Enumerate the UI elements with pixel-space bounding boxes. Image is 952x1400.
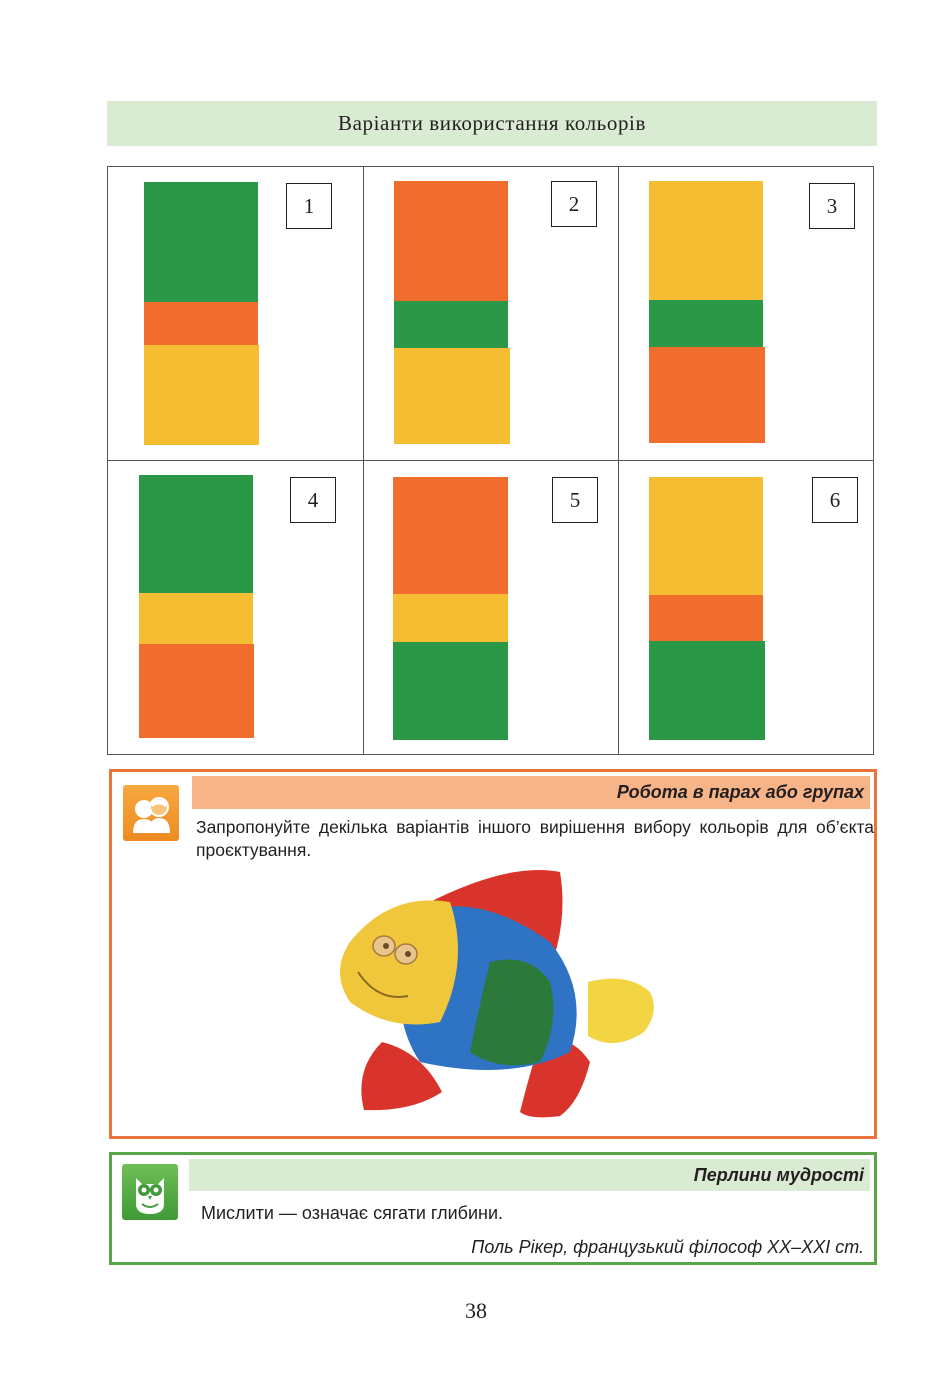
color-variants-grid	[107, 166, 874, 755]
pair-work-box	[109, 769, 877, 1139]
orange-stripe	[393, 477, 508, 594]
green-stripe	[649, 641, 765, 740]
variant-number: 5	[552, 477, 598, 523]
variant-number: 6	[812, 477, 858, 523]
variant-cell	[364, 461, 618, 754]
pair-work-heading: Робота в парах або групах	[192, 776, 870, 809]
section-title: Варіанти використання кольорів	[107, 101, 877, 146]
orange-stripe	[139, 644, 254, 738]
yellow-stripe	[649, 181, 763, 300]
owl-icon	[122, 1164, 178, 1220]
green-stripe	[144, 182, 258, 302]
variant-cell	[108, 461, 363, 754]
green-stripe	[393, 642, 508, 740]
variant-number: 3	[809, 183, 855, 229]
variant-cell	[619, 167, 874, 460]
wisdom-pearls-heading: Перлини мудрості	[189, 1159, 870, 1191]
quote-author: Поль Рікер, французький філософ XX–XXI ст.	[471, 1237, 864, 1257]
yellow-stripe	[393, 594, 508, 642]
variant-cell	[364, 167, 618, 460]
orange-stripe	[144, 302, 258, 345]
yellow-stripe	[649, 477, 763, 595]
page-number: 38	[465, 1298, 487, 1323]
orange-stripe	[649, 347, 765, 443]
variant-cell	[619, 461, 874, 754]
green-stripe	[394, 301, 508, 348]
green-stripe	[649, 300, 763, 347]
variant-number: 4	[290, 477, 336, 523]
wisdom-pearls-box	[109, 1152, 877, 1265]
yellow-stripe	[394, 348, 510, 444]
orange-stripe	[649, 595, 763, 641]
fish-puzzle-image	[330, 862, 662, 1124]
variant-cell	[108, 167, 363, 460]
yellow-stripe	[144, 345, 259, 445]
green-stripe	[139, 475, 253, 593]
variant-number: 1	[286, 183, 332, 229]
pair-work-icon	[123, 785, 179, 841]
orange-stripe	[394, 181, 508, 301]
variant-number: 2	[551, 181, 597, 227]
pair-work-text: Запропонуйте декілька варіантів іншого вирішення вибору кольорів для об’єкта проєктування.	[196, 817, 874, 860]
yellow-stripe	[139, 593, 253, 644]
quote-text: Мислити — означає сягати глибини.	[201, 1203, 504, 1223]
